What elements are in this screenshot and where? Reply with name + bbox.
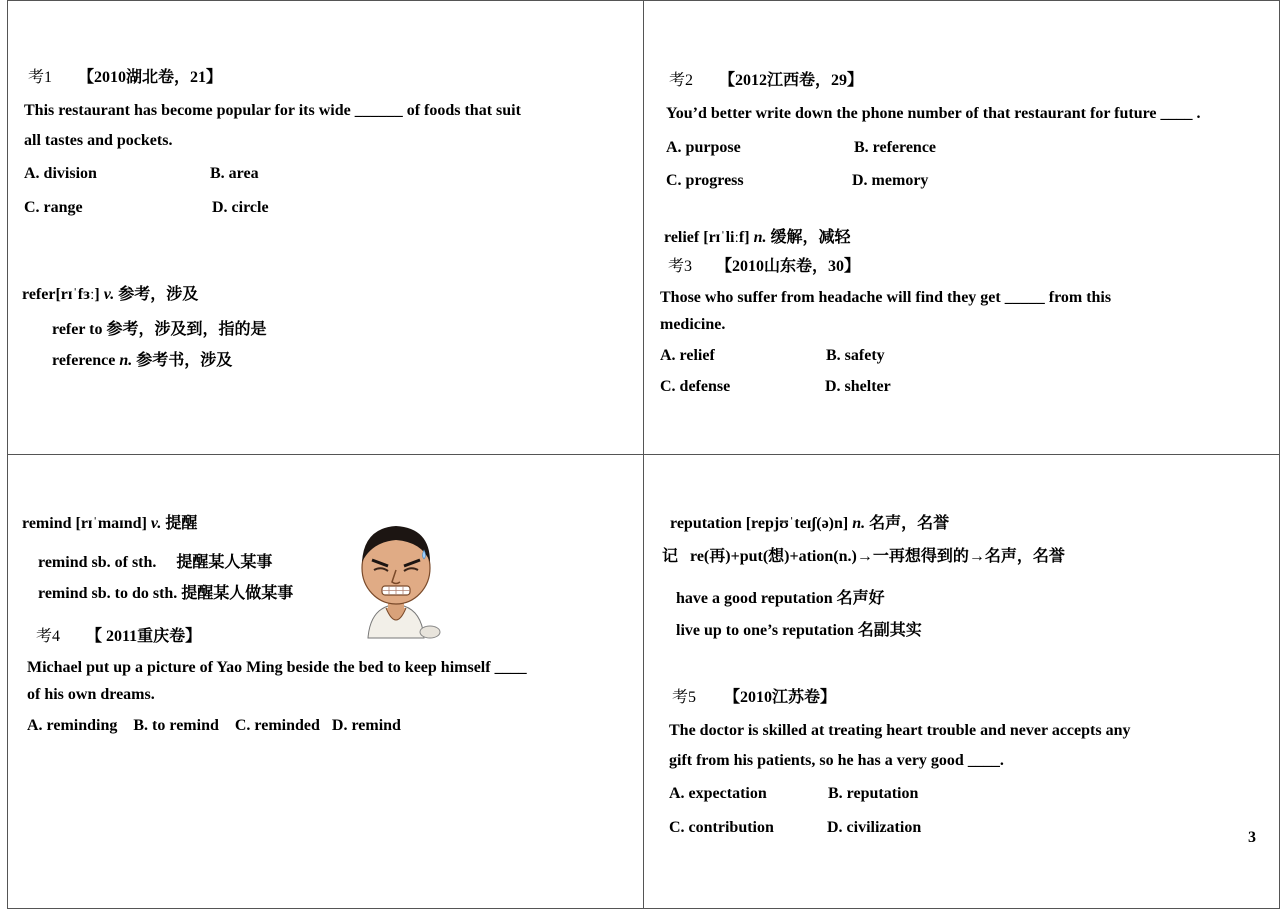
q5-option-a: A. expectation	[669, 785, 767, 802]
q4-stem-line-1: Michael put up a picture of Yao Ming beside the bed to keep himself ____	[27, 659, 527, 676]
remind-pos: v.	[150, 515, 162, 532]
relief-meaning: 缓解，减轻	[766, 229, 851, 246]
relief-word: relief [rɪˈliːf]	[664, 229, 754, 246]
remind-phrase-to-do: remind sb. to do sth. 提醒某人做某事	[38, 585, 294, 602]
q3-option-b: B. safety	[826, 347, 885, 364]
q4-source: 【 2011重庆卷】	[86, 628, 202, 645]
reputation-phrase-good: have a good reputation 名声好	[676, 590, 885, 607]
q3-source: 【2010山东卷，30】	[716, 258, 861, 275]
relief-pos: n.	[753, 229, 767, 246]
reputation-pos: n.	[852, 515, 866, 532]
refer-phrase-reference	[52, 351, 232, 371]
q2-stem-line-1: You’d better write down the phone number of that restaurant for future ____ .	[666, 105, 1201, 122]
reputation-memo: re(再)+put(想)+ation(n.)→一再想得到的→名声，名誉	[690, 548, 1065, 565]
q2-option-d: D. memory	[852, 172, 929, 189]
q3-option-a: A. relief	[660, 347, 715, 364]
q1-option-c: C. range	[24, 199, 83, 216]
q2-source: 【2012江西卷，29】	[719, 72, 864, 89]
q5-option-c: C. contribution	[669, 819, 774, 836]
q4-stem-line-2: of his own dreams.	[27, 686, 155, 703]
q1-option-a: A. division	[24, 165, 97, 182]
q1-stem-line-1: This restaurant has become popular for its wide ______ of foods that suit	[24, 102, 521, 119]
reputation-meaning: 名声，名誉	[865, 515, 950, 532]
cartoon-yao-ming-image	[350, 520, 442, 642]
reputation-word: reputation [repjʊˈteɪʃ(ə)n]	[670, 515, 853, 532]
reputation-memo-label: 记	[662, 548, 679, 565]
refer-word: refer[rɪˈfɜː]	[22, 286, 104, 303]
q2-option-b: B. reference	[854, 139, 937, 156]
relief-vocab-line	[664, 228, 851, 248]
q1-label: 考1	[28, 69, 53, 86]
reputation-vocab-line	[670, 514, 949, 534]
reference-meaning: 参考书，涉及	[132, 352, 233, 369]
refer-phrase-refer-to: refer to 参考，涉及到，指的是	[52, 321, 267, 338]
refer-pos: v.	[103, 286, 115, 303]
q1-stem-line-2: all tastes and pockets.	[24, 132, 173, 149]
q4-label: 考4	[36, 628, 61, 645]
q1-option-d: D. circle	[212, 199, 269, 216]
reference-pos: n.	[119, 352, 133, 369]
reference-word: reference	[52, 352, 120, 369]
q1-option-b: B. area	[210, 165, 259, 182]
q1-source: 【2010湖北卷，21】	[78, 69, 223, 86]
q3-option-c: C. defense	[660, 378, 731, 395]
q3-label: 考3	[668, 258, 693, 275]
remind-meaning: 提醒	[161, 515, 198, 532]
q5-label: 考5	[672, 689, 697, 706]
q4-options: A. reminding B. to remind C. reminded D. remind	[27, 717, 401, 734]
q3-stem-line-1: Those who suffer from headache will find they get _____ from this	[660, 289, 1112, 306]
page-number: 3	[1248, 829, 1256, 846]
remind-vocab-line	[22, 514, 197, 534]
refer-meaning: 参考，涉及	[114, 286, 199, 303]
q2-label: 考2	[669, 72, 694, 89]
reputation-phrase-live-up: live up to one’s reputation 名副其实	[676, 622, 922, 639]
q3-stem-line-2: medicine.	[660, 316, 726, 333]
remind-phrase-of: remind sb. of sth. 提醒某人某事	[38, 554, 273, 571]
q5-stem-line-1: The doctor is skilled at treating heart trouble and never accepts any	[669, 722, 1131, 739]
refer-vocab-line	[22, 285, 198, 305]
q5-option-b: B. reputation	[828, 785, 919, 802]
q5-option-d: D. civilization	[827, 819, 922, 836]
q2-option-a: A. purpose	[666, 139, 741, 156]
remind-word: remind [rɪˈmaɪnd]	[22, 515, 151, 532]
q3-option-d: D. shelter	[825, 378, 891, 395]
q2-option-c: C. progress	[666, 172, 744, 189]
q5-source: 【2010江苏卷】	[724, 689, 837, 706]
q5-stem-line-2: gift from his patients, so he has a very good ____.	[669, 752, 1004, 769]
